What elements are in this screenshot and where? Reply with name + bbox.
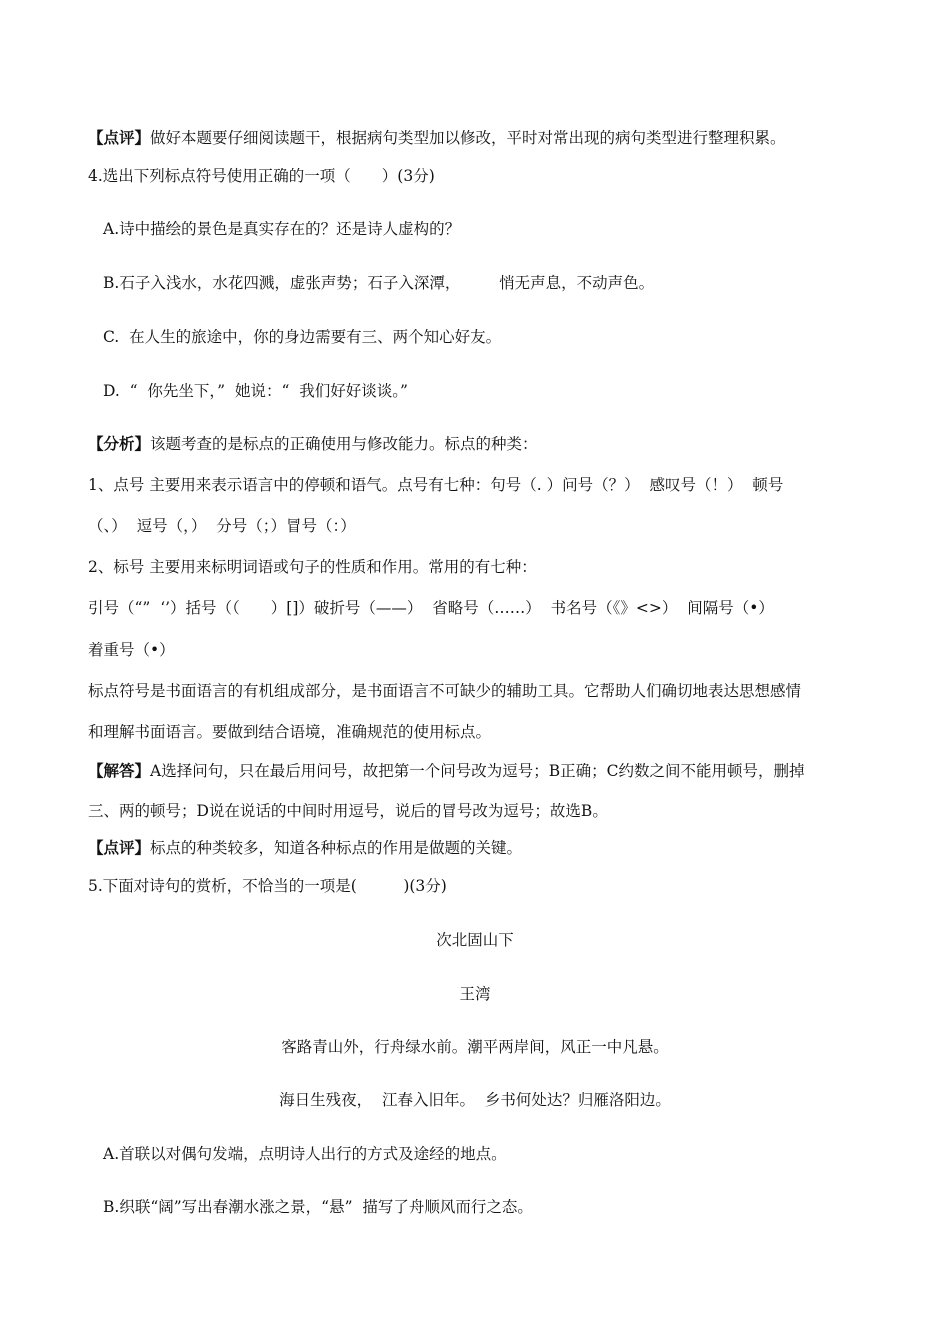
analysis-point-2-cont: 着重号（•） — [88, 641, 175, 659]
analysis-point-2: 2、标号 主要用来标明词语或句子的性质和作用。常用的有七种： — [88, 558, 537, 576]
poem-title: 次北固山下 — [436, 931, 514, 949]
answer-text: A选择问句，只在最后用问号，故把第一个问号改为逗号；B正确；C约数之间不能用顿号，删掉 — [150, 762, 805, 780]
poem-line-1: 客路青山外，行舟绿水前。潮平两岸间，风正一中凡悬。 — [281, 1038, 669, 1056]
review-tag: 【点评】 — [88, 128, 151, 147]
question-5-option-a: A.首联以对偶句发端，点明诗人出行的方式及途经的地点。 — [103, 1145, 507, 1163]
question-4-option-d: D. “ 你先坐下，” 她说：“ 我们好好谈谈。” — [103, 382, 408, 400]
review-tag: 【点评】 — [88, 838, 151, 857]
analysis-heading — [88, 434, 538, 454]
review-comment-1 — [88, 128, 786, 148]
review-text: 标点的种类较多，知道各种标点的作用是做题的关键。 — [150, 839, 523, 857]
question-5-option-b: B.织联“阔”写出春潮水涨之景，“悬” 描写了舟顺风而行之态。 — [103, 1198, 533, 1216]
review-comment-2 — [88, 838, 522, 858]
analysis-summary: 标点符号是书面语言的有机组成部分，是书面语言不可缺少的辅助工具。它帮助人们确切地表达思想感情 — [88, 682, 802, 700]
answer-paragraph — [88, 761, 804, 781]
analysis-tag: 【分析】 — [88, 434, 151, 453]
question-5-stem: 5.下面对诗句的赏析，不恰当的一项是( )(3分) — [88, 877, 447, 895]
question-4-stem: 4.选出下列标点符号使用正确的一项（ ）(3分) — [88, 167, 435, 185]
analysis-point-2-list: 引号（“” ‘’）括号（（ ）[]）破折号（——） 省略号（……） 书名号（《》<>） 间隔号（•） — [88, 599, 774, 617]
question-4-option-a: A.诗中描绘的景色是真实存在的？还是诗人虚构的？ — [103, 220, 461, 238]
analysis-point-1-cont: （、） 逗号（，） 分号（；）冒号（：） — [88, 517, 356, 535]
answer-paragraph-cont: 三、两的顿号；D说在说话的中间时用逗号，说后的冒号改为逗号；故选B。 — [88, 802, 608, 820]
question-4-option-b: B.石子入浅水，水花四溅，虚张声势；石子入深潭， 悄无声息，不动声色。 — [103, 274, 655, 292]
review-text: 做好本题要仔细阅读题干，根据病句类型加以修改，平时对常出现的病句类型进行整理积累。 — [150, 129, 786, 147]
poem-author: 王湾 — [459, 985, 491, 1003]
poem-line-2: 海日生残夜， 江春入旧年。 乡书何处达？归雁洛阳边。 — [279, 1091, 671, 1109]
analysis-intro: 该题考查的是标点的正确使用与修改能力。标点的种类： — [150, 435, 538, 453]
analysis-point-1: 1、点号 主要用来表示语言中的停顿和语气。点号有七种：句号（. ）问号（？） 感叹号（！） 顿号 — [88, 476, 784, 494]
question-4-option-c: C. 在人生的旅途中，你的身边需要有三、两个知心好友。 — [103, 328, 502, 346]
answer-tag: 【解答】 — [88, 761, 151, 780]
analysis-summary-cont: 和理解书面语言。要做到结合语境，准确规范的使用标点。 — [88, 723, 492, 741]
